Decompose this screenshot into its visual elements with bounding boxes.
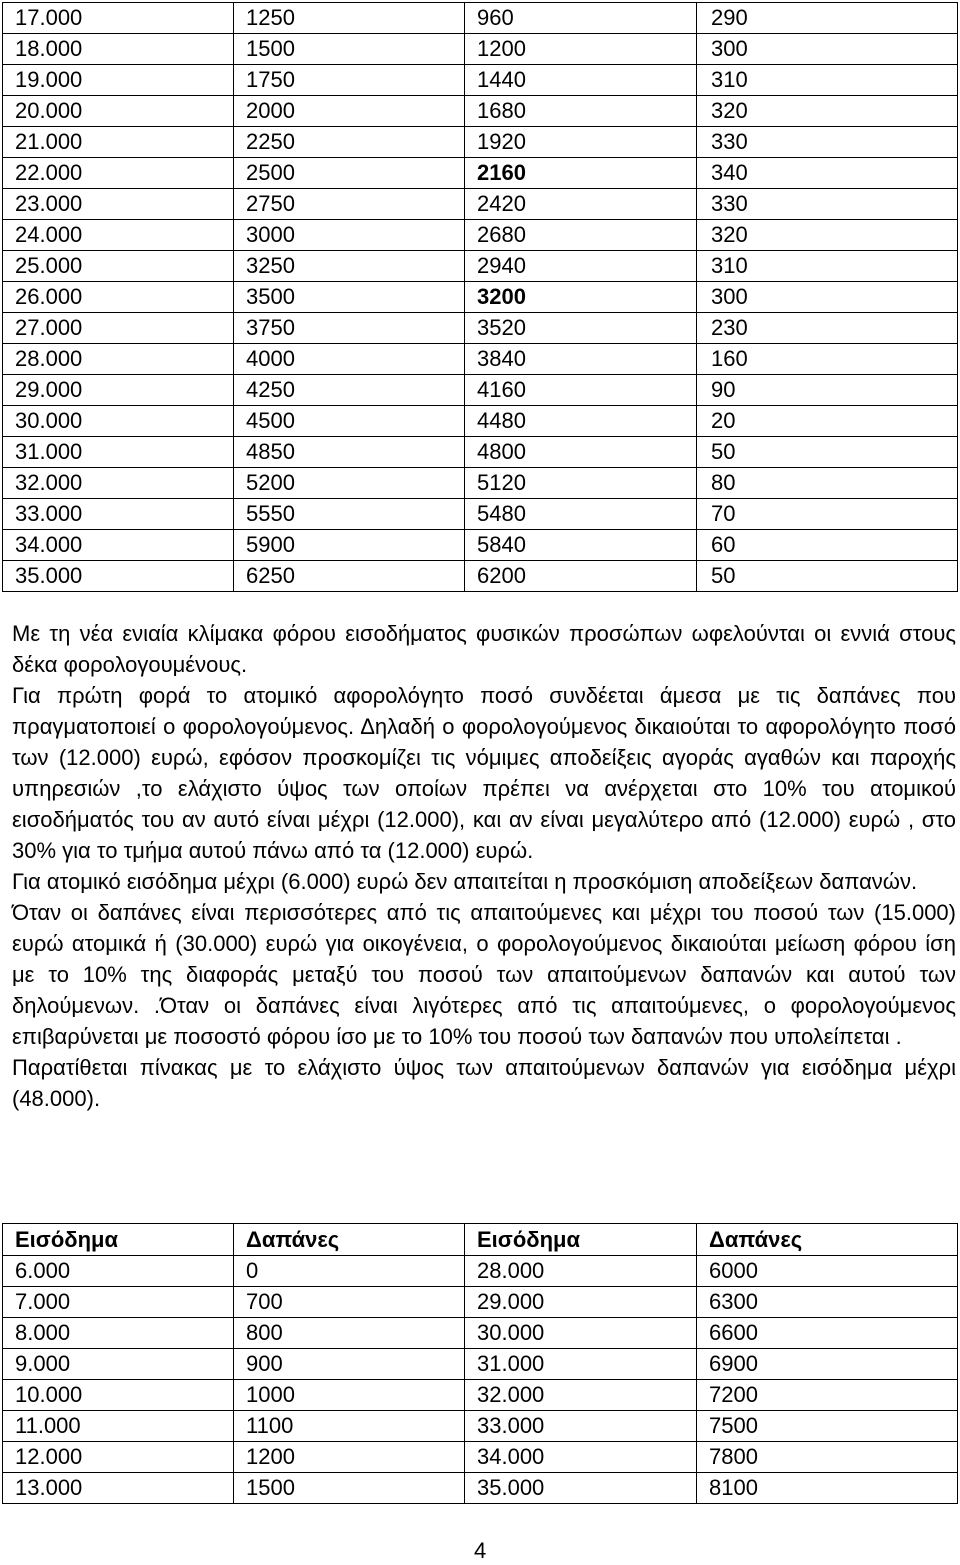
paragraph-low-income: Για ατομικό εισόδημα μέχρι (6.000) ευρώ δεν απαιτείται η προσκόμιση αποδείξεων δαπανών. <box>12 869 918 894</box>
table-row <box>3 1380 958 1411</box>
table-cell: 11.000 <box>3 1411 234 1442</box>
table-cell: 900 <box>234 1349 465 1380</box>
table-cell: 2250 <box>234 127 465 158</box>
table-cell: 33.000 <box>465 1411 697 1442</box>
table-cell: 35.000 <box>3 561 234 592</box>
table-row <box>3 96 958 127</box>
table-cell: 6.000 <box>3 1256 234 1287</box>
table-cell: 8.000 <box>3 1318 234 1349</box>
table-cell: 1500 <box>234 34 465 65</box>
table-cell: 1100 <box>234 1411 465 1442</box>
table-cell: 29.000 <box>3 375 234 406</box>
header-expenses-2: Δαπάνες <box>697 1224 958 1256</box>
paragraph-table-intro: Παρατίθεται πίνακας με το ελάχιστο ύψος των απαιτούμενων δαπανών για εισόδημα μέχρι (48.000). <box>12 1055 956 1111</box>
table-cell: 25.000 <box>3 251 234 282</box>
table-cell: 2500 <box>234 158 465 189</box>
table-header-row <box>3 1224 958 1256</box>
table-cell: 4160 <box>465 375 697 406</box>
table-cell: 20.000 <box>3 96 234 127</box>
table-cell: 2940 <box>465 251 697 282</box>
paragraph-expenses: Όταν οι δαπάνες είναι περισσότερες από τις απαιτούμενες και μέχρι του ποσού των (15.000) ευρώ ατομικά ή (30.000) ευρώ για οικογένεια, ο φορολογούμενος δικαιούται μείωση φόρου ίση με το 10% της διαφοράς μεταξύ του ποσού των απαιτούμενων δαπανών και αυτού των δηλούμενων. .Όταν οι δαπάνες είναι λιγότερες από τις απαιτούμενες, ο φορολογούμενος επιβαρύνεται με ποσοστό φόρου ίσο με το 10% του ποσού των δαπανών που υπολείπεται . <box>12 900 956 1049</box>
paragraph-intro: Με τη νέα ενιαία κλίμακα φόρου εισοδήματος φυσικών προσώπων ωφελούνται οι εννιά στους δέκα φορολογουμένους. <box>12 621 956 677</box>
table-cell: 3500 <box>234 282 465 313</box>
table-cell: 3250 <box>234 251 465 282</box>
table-row <box>3 251 958 282</box>
table-row <box>3 530 958 561</box>
table-cell: 50 <box>697 437 958 468</box>
table-cell: 33.000 <box>3 499 234 530</box>
table-row <box>3 313 958 344</box>
table-cell: 6000 <box>697 1256 958 1287</box>
table-cell: 310 <box>697 65 958 96</box>
table-row <box>3 437 958 468</box>
table-row <box>3 1318 958 1349</box>
table-cell: 23.000 <box>3 189 234 220</box>
table-row <box>3 1411 958 1442</box>
table-cell: 300 <box>697 282 958 313</box>
table-cell: 4500 <box>234 406 465 437</box>
table-cell: 26.000 <box>3 282 234 313</box>
table-cell: 34.000 <box>3 530 234 561</box>
table-cell: 4800 <box>465 437 697 468</box>
header-income-1: Εισόδημα <box>3 1224 234 1256</box>
table-cell: 32.000 <box>465 1380 697 1411</box>
paragraph-allowance: Για πρώτη φορά το ατομικό αφορολόγητο ποσό συνδέεται άμεσα με τις δαπάνες που πραγματοποιεί ο φορολογούμενος. Δηλαδή ο φορολογούμενος δικαιούται το αφορολόγητο ποσό των (12.000) ευρώ, εφόσον προσκομίζει τις νόμιμες αποδείξεις αγοράς αγαθών και παροχής υπηρεσιών ,το ελάχιστο ύψος των οποίων πρέπει να ανέρχεται στο 10% του ατομικού εισοδήματός του αν αυτό είναι μέχρι (12.000), και αν είναι μεγαλύτερο από (12.000) ευρώ , στο 30% για το τμήμα αυτού πάνω από τα (12.000) ευρώ. <box>12 683 956 863</box>
table-row <box>3 375 958 406</box>
table-cell: 4000 <box>234 344 465 375</box>
table-cell: 2420 <box>465 189 697 220</box>
table-cell: 2160 <box>465 158 697 189</box>
table-cell: 7800 <box>697 1442 958 1473</box>
table-row <box>3 468 958 499</box>
table-cell: 1200 <box>465 34 697 65</box>
table-cell: 90 <box>697 375 958 406</box>
table-cell: 7200 <box>697 1380 958 1411</box>
table-cell: 30.000 <box>3 406 234 437</box>
table-cell: 28.000 <box>465 1256 697 1287</box>
explanatory-text <box>12 618 956 1114</box>
table-cell: 310 <box>697 251 958 282</box>
table-cell: 3840 <box>465 344 697 375</box>
table-cell: 3520 <box>465 313 697 344</box>
table-cell: 29.000 <box>465 1287 697 1318</box>
table-cell: 5480 <box>465 499 697 530</box>
table-cell: 1500 <box>234 1473 465 1504</box>
table-cell: 1750 <box>234 65 465 96</box>
table-cell: 5120 <box>465 468 697 499</box>
table-row <box>3 1442 958 1473</box>
table-cell: 0 <box>234 1256 465 1287</box>
table-cell: 7500 <box>697 1411 958 1442</box>
table-row <box>3 3 958 34</box>
table-cell: 6300 <box>697 1287 958 1318</box>
table-cell: 300 <box>697 34 958 65</box>
table-cell: 21.000 <box>3 127 234 158</box>
table-cell: 330 <box>697 127 958 158</box>
table-row <box>3 282 958 313</box>
table-cell: 6900 <box>697 1349 958 1380</box>
table-cell: 19.000 <box>3 65 234 96</box>
table-cell: 1250 <box>234 3 465 34</box>
table-cell: 320 <box>697 96 958 127</box>
table-cell: 700 <box>234 1287 465 1318</box>
table-cell: 12.000 <box>3 1442 234 1473</box>
table-cell: 32.000 <box>3 468 234 499</box>
table-cell: 31.000 <box>3 437 234 468</box>
table-cell: 31.000 <box>465 1349 697 1380</box>
table-cell: 3200 <box>465 282 697 313</box>
table-cell: 10.000 <box>3 1380 234 1411</box>
table-cell: 1200 <box>234 1442 465 1473</box>
table-row <box>3 1349 958 1380</box>
table-cell: 60 <box>697 530 958 561</box>
table-cell: 320 <box>697 220 958 251</box>
table-cell: 2000 <box>234 96 465 127</box>
income-tax-table <box>2 2 958 592</box>
header-expenses-1: Δαπάνες <box>234 1224 465 1256</box>
required-expenses-table-body <box>3 1256 958 1504</box>
table-cell: 330 <box>697 189 958 220</box>
table-cell: 800 <box>234 1318 465 1349</box>
table-row <box>3 1287 958 1318</box>
table-cell: 7.000 <box>3 1287 234 1318</box>
table-cell: 6250 <box>234 561 465 592</box>
required-expenses-table <box>2 1223 958 1504</box>
table-cell: 27.000 <box>3 313 234 344</box>
table-cell: 17.000 <box>3 3 234 34</box>
table-cell: 3750 <box>234 313 465 344</box>
table-cell: 230 <box>697 313 958 344</box>
table-row <box>3 406 958 437</box>
table-row <box>3 499 958 530</box>
table-cell: 35.000 <box>465 1473 697 1504</box>
table-cell: 5200 <box>234 468 465 499</box>
table-cell: 1440 <box>465 65 697 96</box>
table-cell: 290 <box>697 3 958 34</box>
table-cell: 340 <box>697 158 958 189</box>
table-cell: 960 <box>465 3 697 34</box>
table-row <box>3 127 958 158</box>
table-cell: 70 <box>697 499 958 530</box>
table-cell: 1680 <box>465 96 697 127</box>
page-number: 4 <box>474 1538 487 1563</box>
table-row <box>3 158 958 189</box>
table-cell: 4850 <box>234 437 465 468</box>
header-income-2: Εισόδημα <box>465 1224 697 1256</box>
table-cell: 34.000 <box>465 1442 697 1473</box>
table-cell: 28.000 <box>3 344 234 375</box>
table-row <box>3 34 958 65</box>
table-row <box>3 220 958 251</box>
table-cell: 80 <box>697 468 958 499</box>
table-cell: 50 <box>697 561 958 592</box>
table-cell: 9.000 <box>3 1349 234 1380</box>
income-tax-table-body <box>3 3 958 592</box>
table-cell: 5840 <box>465 530 697 561</box>
table-cell: 24.000 <box>3 220 234 251</box>
table-cell: 3000 <box>234 220 465 251</box>
table-cell: 30.000 <box>465 1318 697 1349</box>
table-cell: 2750 <box>234 189 465 220</box>
table-row <box>3 189 958 220</box>
table-row <box>3 1256 958 1287</box>
table-cell: 20 <box>697 406 958 437</box>
table-cell: 4480 <box>465 406 697 437</box>
table-cell: 1920 <box>465 127 697 158</box>
table-cell: 18.000 <box>3 34 234 65</box>
table-cell: 6200 <box>465 561 697 592</box>
table-cell: 5550 <box>234 499 465 530</box>
table-row <box>3 65 958 96</box>
table-cell: 5900 <box>234 530 465 561</box>
table-cell: 160 <box>697 344 958 375</box>
table-cell: 8100 <box>697 1473 958 1504</box>
table-cell: 22.000 <box>3 158 234 189</box>
table-row <box>3 561 958 592</box>
table-cell: 6600 <box>697 1318 958 1349</box>
table-cell: 4250 <box>234 375 465 406</box>
table-row <box>3 1473 958 1504</box>
table-cell: 13.000 <box>3 1473 234 1504</box>
table-cell: 2680 <box>465 220 697 251</box>
table-row <box>3 344 958 375</box>
table-cell: 1000 <box>234 1380 465 1411</box>
